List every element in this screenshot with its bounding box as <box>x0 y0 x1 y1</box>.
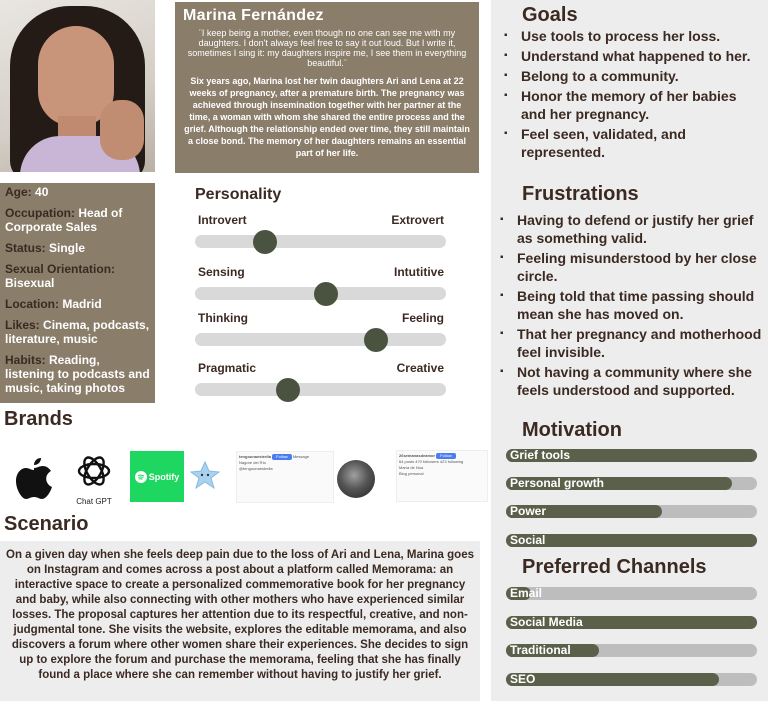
persona-name: Marina Fernández <box>183 7 324 24</box>
trait-track <box>195 235 446 248</box>
trait-marker <box>314 282 338 306</box>
brands-title: Brands <box>4 408 73 430</box>
instagram-profile-tengounaestrella[interactable]: tengounaestrella Follow Message Nagore del Río @tengounaestrella <box>236 451 334 503</box>
trait-thinking-feeling <box>195 311 447 351</box>
trait-left-label: Pragmatic <box>198 361 257 375</box>
list-item: ▪ Feeling misunderstood by her close circle. <box>500 249 768 285</box>
frustrations-title: Frustrations <box>522 183 639 205</box>
channel-bar: Social Media <box>506 616 757 629</box>
bio-panel <box>175 2 479 173</box>
trait-marker <box>253 230 277 254</box>
dark-circle-logo <box>337 460 375 498</box>
scenario-text: On a given day when she feels deep pain due to the loss of Ari and Lena, Marina goes on Instagram and comes across a post about a platform called Memorama: an interactive space to create a personalized commemorative book for her pregnancy and baby, while also connecting with other mothers who have experienced similar losses. The proposal captures her attention due to its respectful, creative, and non-judgmental tone. She visits the website, explores the editable memorama, and also discovers a forum where other women share their experiences. She decides to sign up to explore the forum and purchase the memorama, feeling that she has finally found a place where she can remember without having to justify her grief. <box>0 541 480 701</box>
list-item: ▪ Not having a community where she feels understood and supported. <box>500 363 768 399</box>
age-row: Age: 40 <box>5 185 49 199</box>
follow-button[interactable]: Follow <box>272 454 292 460</box>
trait-left-label: Sensing <box>198 265 245 279</box>
trait-right-label: Intutitive <box>394 265 444 279</box>
frustrations-list <box>500 211 768 401</box>
motivation-bar: Social <box>506 534 757 547</box>
spotify-label: Spotify <box>148 471 180 482</box>
persona-story: Six years ago, Marina lost her twin daughters Ari and Lena at 22 weeks of pregnancy, after a premature birth. The pregnancy was achieved through insemination together with her partner at the time, a woman with whom she shared the entire process and the grief. Although the relationship ended over time, they still maintain a close bond. The memory of her daughters remains an essential part of her life. <box>184 76 470 158</box>
orientation-row: Sexual Orientation: Bisexual <box>5 262 116 290</box>
scenario-title: Scenario <box>4 513 89 535</box>
channel-bar: Email <box>506 587 757 600</box>
trait-pragmatic-creative <box>195 361 447 401</box>
trait-left-label: Thinking <box>198 311 248 325</box>
trait-right-label: Creative <box>396 361 444 375</box>
trait-left-label: Introvert <box>198 213 247 227</box>
persona-photo <box>0 0 155 172</box>
trait-track <box>195 383 446 396</box>
list-item: ▪ Use tools to process her loss. <box>504 27 764 45</box>
follow-button[interactable]: Follow <box>436 453 456 459</box>
motivation-title: Motivation <box>522 419 622 441</box>
channel-bar: SEO <box>506 673 757 686</box>
info-panel <box>0 183 155 403</box>
trait-marker <box>364 328 388 352</box>
motivation-bar: Grief tools <box>506 449 757 462</box>
personality-title: Personality <box>195 186 282 203</box>
occupation-row: Occupation: Head of Corporate Sales <box>5 206 123 234</box>
trait-sensing-intuitive <box>195 265 447 305</box>
habits-row: Habits: Reading, listening to podcasts and music, taking photos <box>5 353 150 395</box>
list-item: ▪ Belong to a community. <box>504 67 764 85</box>
instagram-profile-26semanasdeamor[interactable]: 26semanasdeamor Follow 64 posts 470 followers 423 following María de Noa Blog personal <box>396 450 488 502</box>
motivation-bar: Personal growth <box>506 477 757 490</box>
channels-title: Preferred Channels <box>522 556 707 578</box>
list-item: ▪ Feel seen, validated, and represented. <box>504 125 764 161</box>
apple-logo-icon <box>14 456 54 500</box>
list-item: ▪ That her pregnancy and motherhood feel invisible. <box>500 325 768 361</box>
list-item: ▪ Having to defend or justify her grief as something valid. <box>500 211 768 247</box>
spotify-logo <box>130 451 184 502</box>
status-row: Status: Single <box>5 241 86 255</box>
trait-introvert-extrovert <box>195 213 447 253</box>
list-item: ▪ Understand what happened to her. <box>504 47 764 65</box>
channel-bar: Traditional <box>506 644 757 657</box>
list-item: ▪ Being told that time passing should mean she has moved on. <box>500 287 768 323</box>
list-item: ▪ Honor the memory of her babies and her pregnancy. <box>504 87 764 123</box>
location-row: Location: Madrid <box>5 297 102 311</box>
goals-list <box>504 27 764 163</box>
trait-right-label: Feeling <box>401 311 444 325</box>
personality-section <box>195 186 447 406</box>
goals-title: Goals <box>522 4 578 26</box>
chatgpt-caption: Chat GPT <box>76 497 112 506</box>
motivation-bar: Power <box>506 505 757 518</box>
chatgpt-logo <box>72 452 116 504</box>
likes-row: Likes: Cinema, podcasts, literature, music <box>5 318 150 346</box>
trait-track <box>195 333 446 346</box>
trait-right-label: Extrovert <box>391 213 444 227</box>
spotify-icon <box>135 471 147 483</box>
trait-marker <box>276 378 300 402</box>
right-panel <box>491 0 768 701</box>
chatgpt-knot-icon <box>75 452 113 490</box>
star-logo-icon <box>190 460 220 490</box>
persona-quote: ¨I keep being a mother, even though no one can see me with my daughters. I don't always feel free to say it out loud. But I write it, sometimes I sing it: my daughters inspire me, I see them in everything beautiful.¨ <box>187 28 467 68</box>
